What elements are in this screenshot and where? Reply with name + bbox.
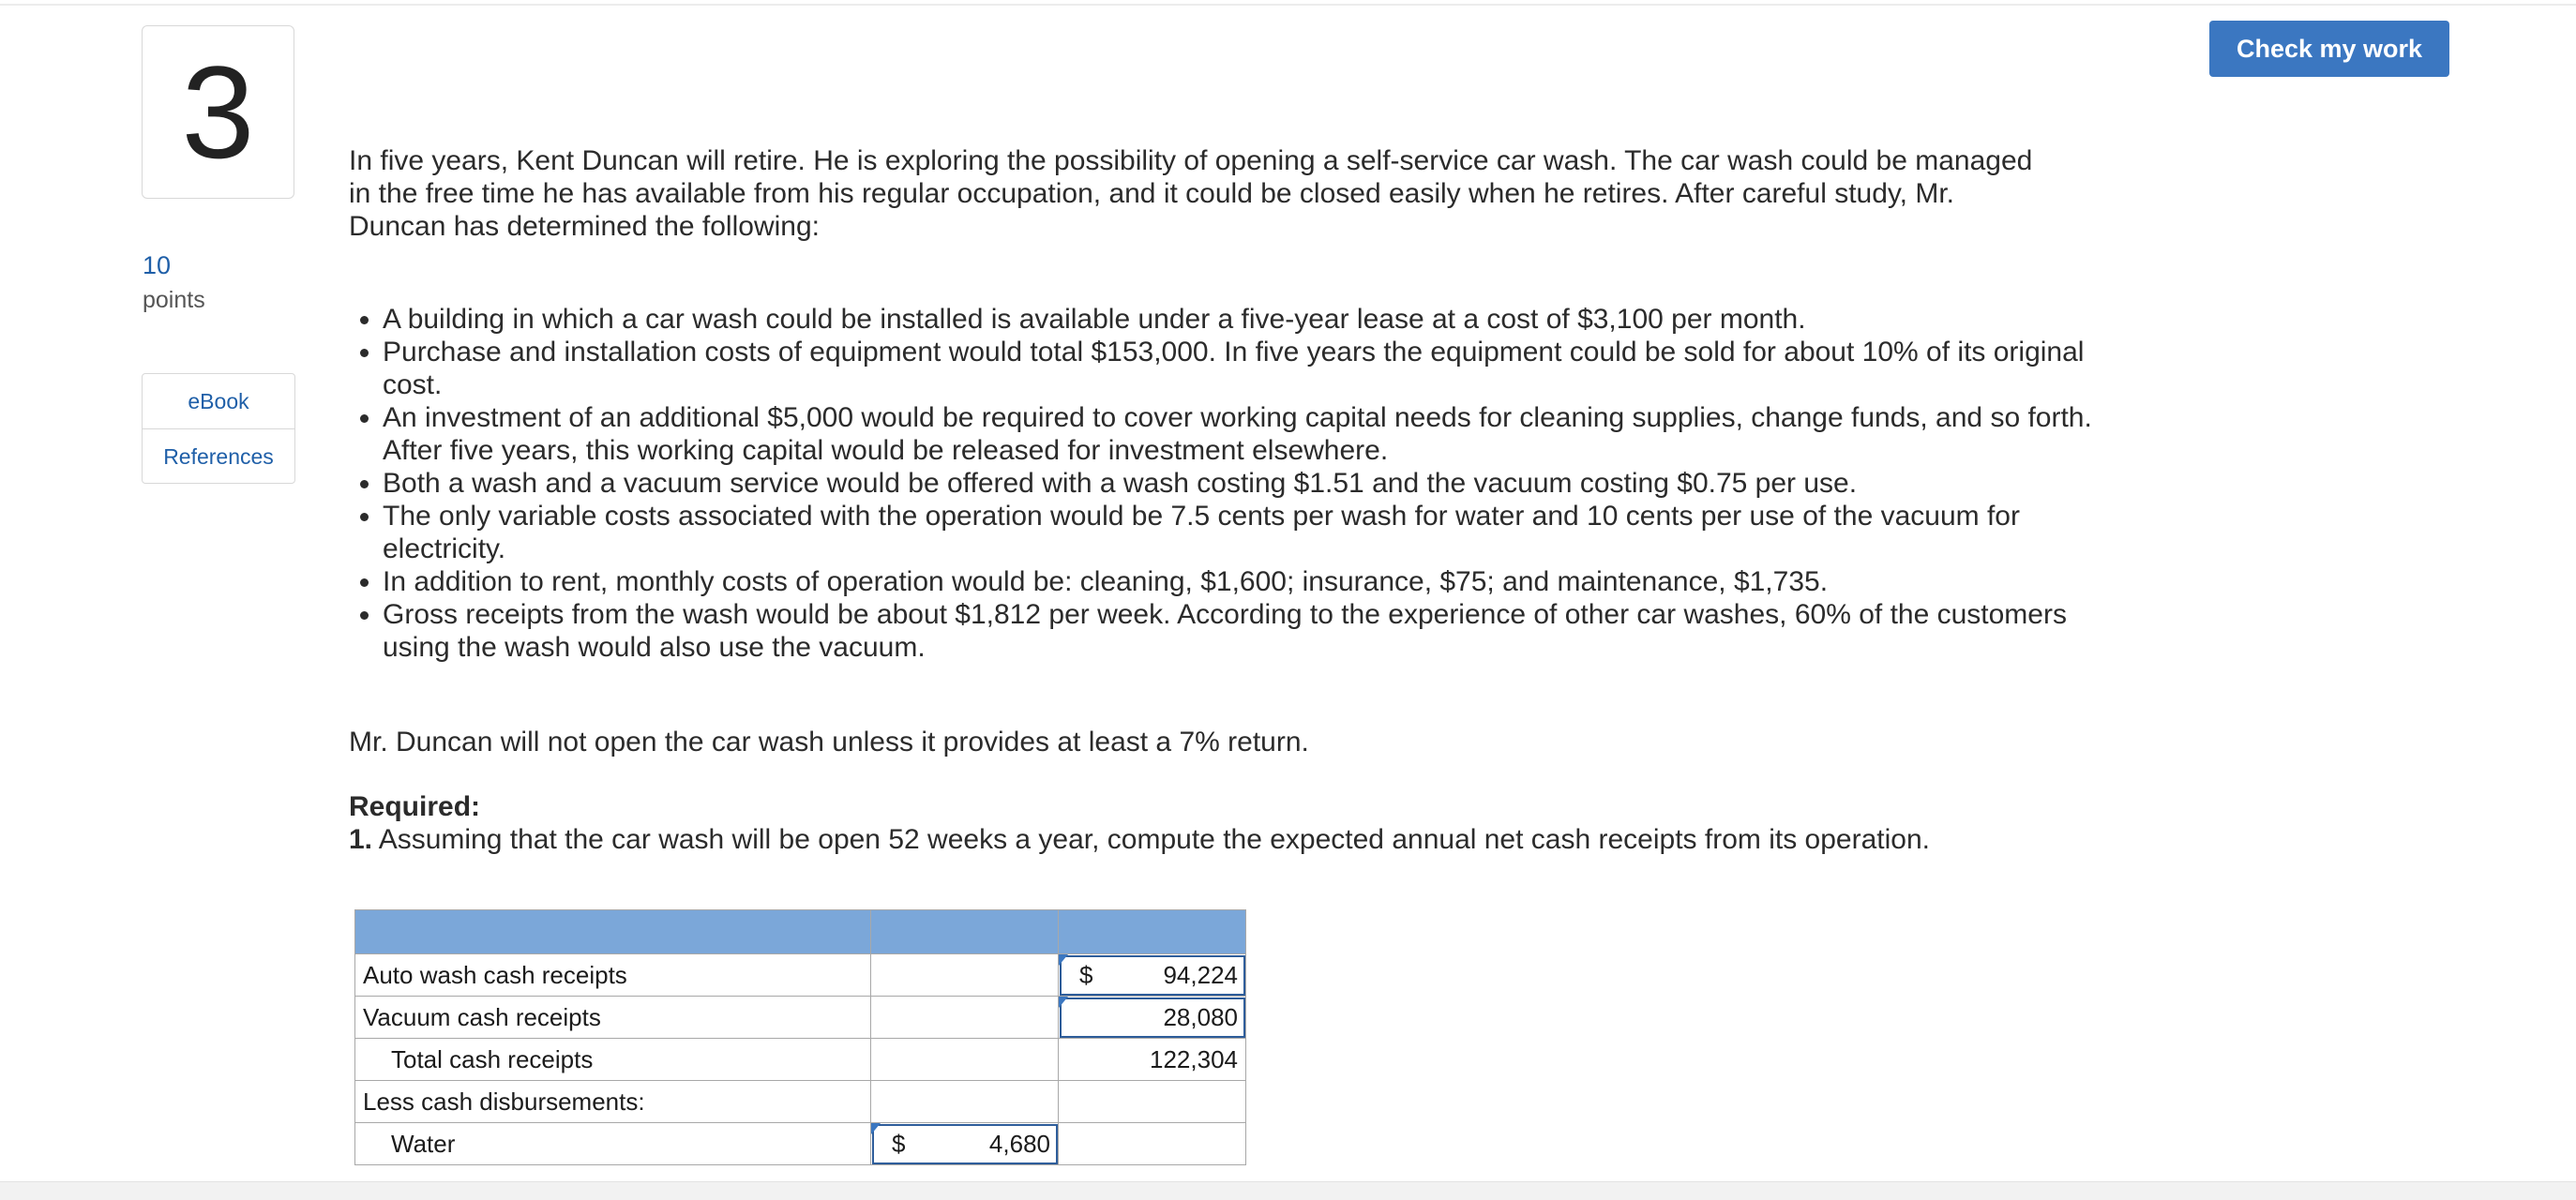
table-row <box>355 1081 1246 1123</box>
requirement-1-text: Assuming that the car wash will be open 52 weeks a year, compute the expected annual net cash receipts from its operation. <box>372 824 1930 855</box>
cell-value: 94,224 <box>1163 960 1238 989</box>
bottom-scroll-bar <box>0 1181 2576 1200</box>
references-link[interactable]: References <box>143 428 294 484</box>
requirement-1 <box>349 823 2112 856</box>
points-label: points <box>143 287 205 313</box>
input-marker <box>871 1123 881 1134</box>
row-label: Vacuum cash receipts <box>355 997 871 1039</box>
problem-text <box>349 144 2112 856</box>
input-marker <box>1059 954 1068 966</box>
row-label: Water <box>355 1123 871 1165</box>
table-row <box>355 954 1246 997</box>
table-row <box>355 997 1246 1039</box>
currency-symbol: $ <box>1079 960 1093 989</box>
fact-item: • The only variable costs associated with the operation would be 7.5 cents per wash for water and 10 cents per use of the vacuum for electricity. <box>383 500 2112 565</box>
fact-item: • Gross receipts from the wash would be about $1,812 per week. According to the experience of other car washes, 60% of the customers using the wash would also use the vacuum. <box>383 598 2112 664</box>
requirement-1-number: 1. <box>349 824 373 855</box>
worksheet-header-row <box>355 910 1246 954</box>
question-number: 3 <box>142 25 294 199</box>
table-row <box>355 1039 1246 1081</box>
fact-item: • Purchase and installation costs of equipment would total $153,000. In five years the equipment could be sold for about 10% of its original cost. <box>383 336 2112 401</box>
return-requirement: Mr. Duncan will not open the car wash unless it provides at least a 7% return. <box>349 727 1309 758</box>
fact-item: • In addition to rent, monthly costs of operation would be: cleaning, $1,600; insurance, $75; and maintenance, $1,735. <box>383 565 2112 598</box>
fact-item: • An investment of an additional $5,000 would be required to cover working capital needs for cleaning supplies, change funds, and so forth. After five years, this working capital would be released for investment elsewhere. <box>383 401 2112 467</box>
top-divider <box>0 4 2576 6</box>
row-label: Less cash disbursements: <box>355 1081 871 1123</box>
fact-item: • A building in which a car wash could be installed is available under a five-year lease at a cost of $3,100 per month. <box>383 303 2112 336</box>
check-my-work-button[interactable]: Check my work <box>2209 21 2449 77</box>
required-heading: Required: <box>349 791 481 822</box>
facts-list <box>349 303 2112 664</box>
points-value: 10 <box>143 251 172 279</box>
total-receipts-value: 122,304 <box>1059 1039 1246 1081</box>
fact-item: • Both a wash and a vacuum service would be offered with a wash costing $1.51 and the vacuum costing $0.75 per use. <box>383 467 2112 500</box>
cell-value: 4,680 <box>988 1129 1050 1158</box>
problem-intro: In five years, Kent Duncan will retire. He is exploring the possibility of opening a self-service car wash. The car wash could be managed in the free time he has available from his regular occupation, and it could be closed easily when he retires. After careful study, Mr. Duncan has determined the following: <box>349 145 2033 242</box>
resource-links <box>142 373 295 484</box>
auto-wash-receipts-input[interactable] <box>1059 954 1246 997</box>
cell-value: 28,080 <box>1163 1002 1238 1031</box>
row-label: Auto wash cash receipts <box>355 954 871 997</box>
water-cost-input[interactable] <box>871 1123 1059 1165</box>
input-marker <box>1059 997 1068 1008</box>
cash-receipts-worksheet <box>354 909 1246 1165</box>
table-row <box>355 1123 1246 1165</box>
ebook-link[interactable]: eBook <box>188 388 249 413</box>
row-label: Total cash receipts <box>355 1039 871 1081</box>
vacuum-receipts-input[interactable] <box>1059 997 1246 1039</box>
currency-symbol: $ <box>892 1129 906 1158</box>
